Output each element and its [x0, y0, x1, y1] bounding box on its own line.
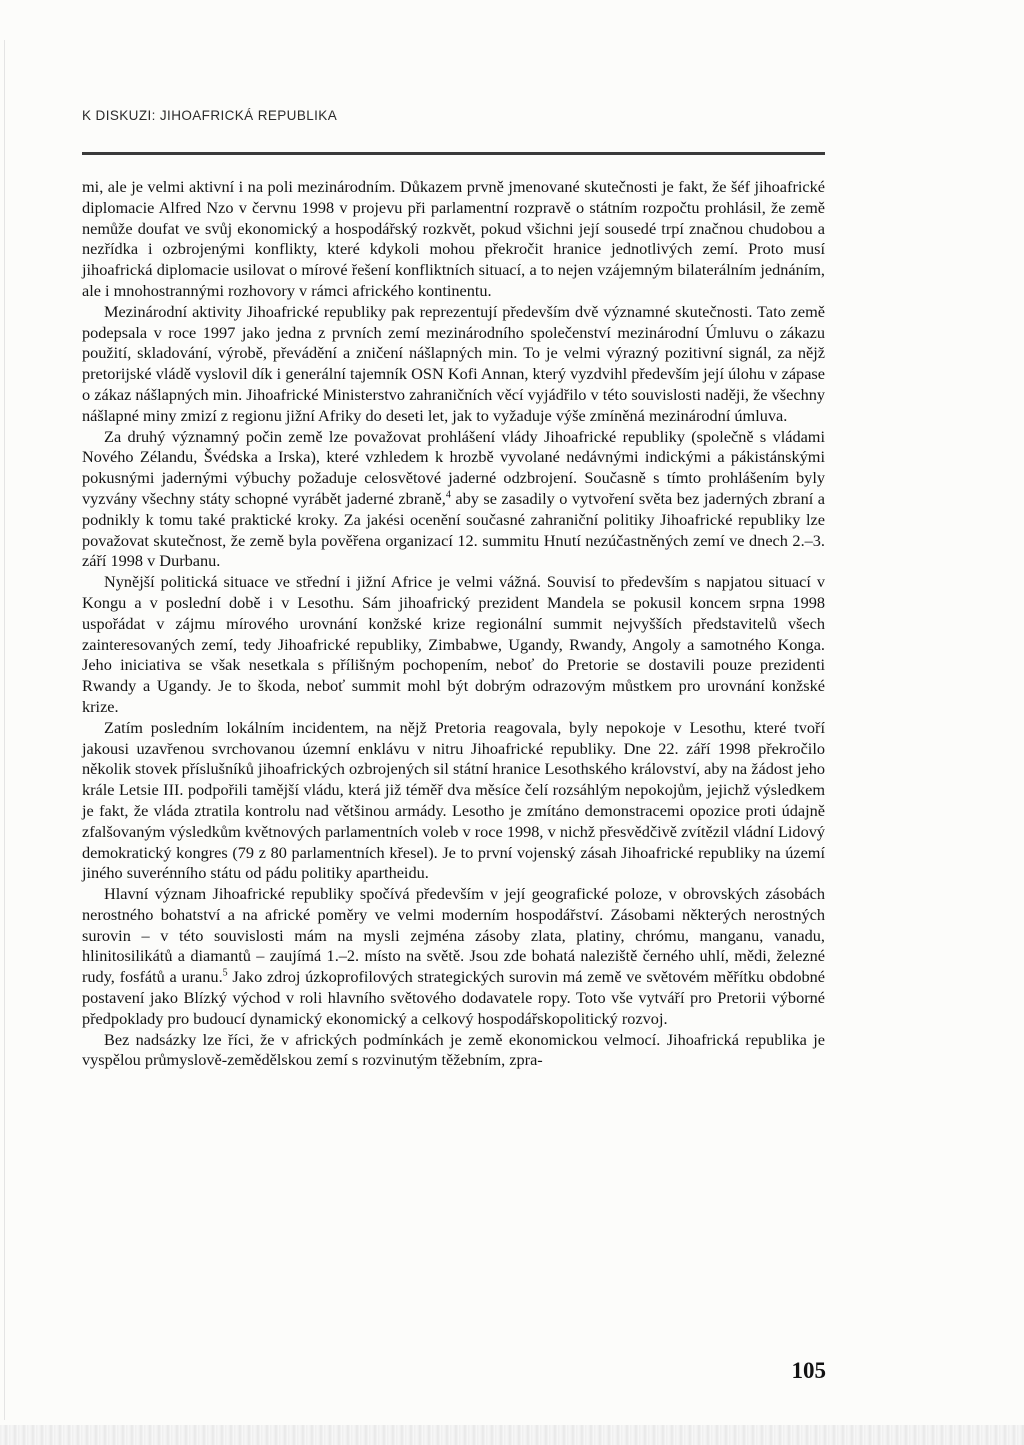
- paragraph-economic-part-2: Jako zdroj úzkoprofilových strategických surovin má země ve světovém měřítku obdobné postavení jako Blízký východ v roli hlavního světového dodavatele ropy. Toto vše vytváří pro Pretorii výborné předpoklady pro budoucí dynamický ekonomický a celkový hospodářskopolitický rozvoj.: [82, 967, 825, 1028]
- paragraph-economic-power: Bez nadsázky lze říci, že v afrických podmínkách je země ekonomickou velmocí. Jihoafrická republika je vyspělou průmyslově-zemědělskou zemí s rozvinutým těžebním, zpra-: [82, 1029, 825, 1070]
- page-number: 105: [791, 1358, 826, 1383]
- running-header: K DISKUZI: JIHOAFRICKÁ REPUBLIKA: [82, 108, 338, 123]
- paragraph-economic-part-1: Hlavní význam Jihoafrické republiky spočívá především v její geografické poloze, v obrovských zásobách nerostného bohatství a na africké poměry ve velmi moderním hospodářství. Zásobami některých nerostných surovin – v této souvislosti mám na mysli zejména zásoby zlata, platiny, chrómu, manganu, vanadu, hlinitosilikátů a diamantů – zaujímá 1.–2. místo na světě. Jsou zde bohatá naleziště černého uhlí, mědi, železné rudy, fosfátů a uranu.: [82, 884, 825, 987]
- header-rule: [82, 152, 825, 155]
- paragraph-nuclear-part-2: aby se zasadily o vytvoření světa bez jaderných zbraní a podnikly k tomu také praktické kroky. Za jakési ocenění současné zahraniční politiky Jihoafrické republiky lze považovat skutečnost, že země byla pověřena organizací 12. summitu Hnutí nezúčastněných zemí ve dnech 2.–3. září 1998 v Durbanu.: [82, 488, 825, 571]
- paragraph-economic-significance: [82, 884, 825, 1030]
- footnote-ref-4: 4: [445, 489, 451, 501]
- paragraph-international-activities: Mezinárodní aktivity Jihoafrické republiky pak reprezentují především dvě významné skutečnosti. Tato země podepsala v roce 1997 jako jedna z prvních zemí mezinárodního společenství mezinárodní Úmluvu o zákazu použití, skladování, výrobě, převádění a zničení nášlapných min. To je velmi výrazný pozitivní signál, za nějž pretorijské vládě vyslovil dík i generální tajemník OSN Kofi Annan, který vyzdvihl především její úlohu v zápase o zákaz nášlapných min. Jihoafrické Ministerstvo zahraničních věcí vyjádřilo v této souvislosti naději, že všechny nášlapné miny zmizí z regionu jižní Afriky do deseti let, jak to vyžaduje výše zmíněná mezinárodní úmluva.: [82, 301, 825, 425]
- paragraph-intro-continuation: mi, ale je velmi aktivní i na poli mezinárodním. Důkazem prvně jmenované skutečnosti je fakt, že šéf jihoafrické diplomacie Alfred Nzo v červnu 1998 v projevu při parlamentní rozpravě o státním rozpočtu prohlásil, že země nemůže doufat ve svůj ekonomický a hospodářský rozkvět, pokud všichni její sousedé trpí značnou chudobou a nezřídka i ozbrojenými konflikty, které kdykoli mohou překročit hranice jednotlivých zemí. Proto musí jihoafrická diplomacie usilovat o mírové řešení konfliktních situací, a to nejen vzájemným bilaterálním jednáním, ale i mnohostrannými rozhovory v rámci afrického kontinentu.: [82, 177, 825, 300]
- body-text: [82, 177, 825, 1071]
- paragraph-lesotho-incident: Zatím posledním lokálním incidentem, na nějž Pretoria reagovala, byly nepokoje v Lesothu, které tvoří jakousi uzavřenou svrchovanou územní enklávu v nitru Jihoafrické republiky. Dne 22. září 1998 překročilo několik stovek příslušníků jihoafrických ozbrojených sil státní hranice Lesothského království, aby na žádost jeho krále Letsie III. podpořili tamější vládu, která již téměř dva měsíce čelí rozsáhlým nepokojům, jejichž výsledkem je fakt, že vláda ztratila kontrolu nad většinou armády. Lesotho je zmítáno demonstracemi opozice proti údajně zfalšovaným výsledkům květnových parlamentních voleb v roce 1998, v nichž přesvědčivě zvítězil vládní Lidový demokratický kongres (79 z 80 parlamentních křesel). Je to první vojenský zásah Jihoafrické republiky na území jiného suverénního státu od pádu politiky apartheidu.: [82, 717, 825, 883]
- scan-bottom-edge: [0, 1425, 1024, 1445]
- paragraph-nuclear-part-1: Za druhý významný počin země lze považovat prohlášení vlády Jihoafrické republiky (společně s vládami Nového Zélandu, Švédska a Irska), které vzhledem k hrozbě vyvolané nedávnými indickými a pákistánskými pokusnými jadernými výbuchy požaduje celosvětové jaderné odzbrojení. Současně s tímto prohlášením byly vyzvány všechny státy schopné vyrábět jaderné zbraně,: [82, 426, 825, 508]
- paragraph-political-situation: Nynější politická situace ve střední i jižní Africe je velmi vážná. Souvisí to především s napjatou situací v Kongu a v poslední době i v Lesothu. Sám jihoafrický prezident Mandela se pokusil koncem srpna 1998 uspořádat v zájmu mírového urovnání konžské krize regionální summit nejvyšších představitelů všech zainteresovaných zemí, tedy Jihoafrické republiky, Zimbabwe, Ugandy, Rwandy, Angoly a samotného Konga. Jeho iniciativa se však nesetkala s přílišným pochopením, neboť do Pretorie se dostavili pouze prezidenti Rwandy a Ugandy. Je to škoda, neboť summit mohl být dobrým odrazovým můstkem pro urovnání konžské krize.: [82, 572, 825, 716]
- paragraph-nuclear-disarmament: [82, 427, 825, 573]
- scan-edge-line: [4, 40, 5, 1420]
- footnote-ref-5: 5: [222, 967, 228, 979]
